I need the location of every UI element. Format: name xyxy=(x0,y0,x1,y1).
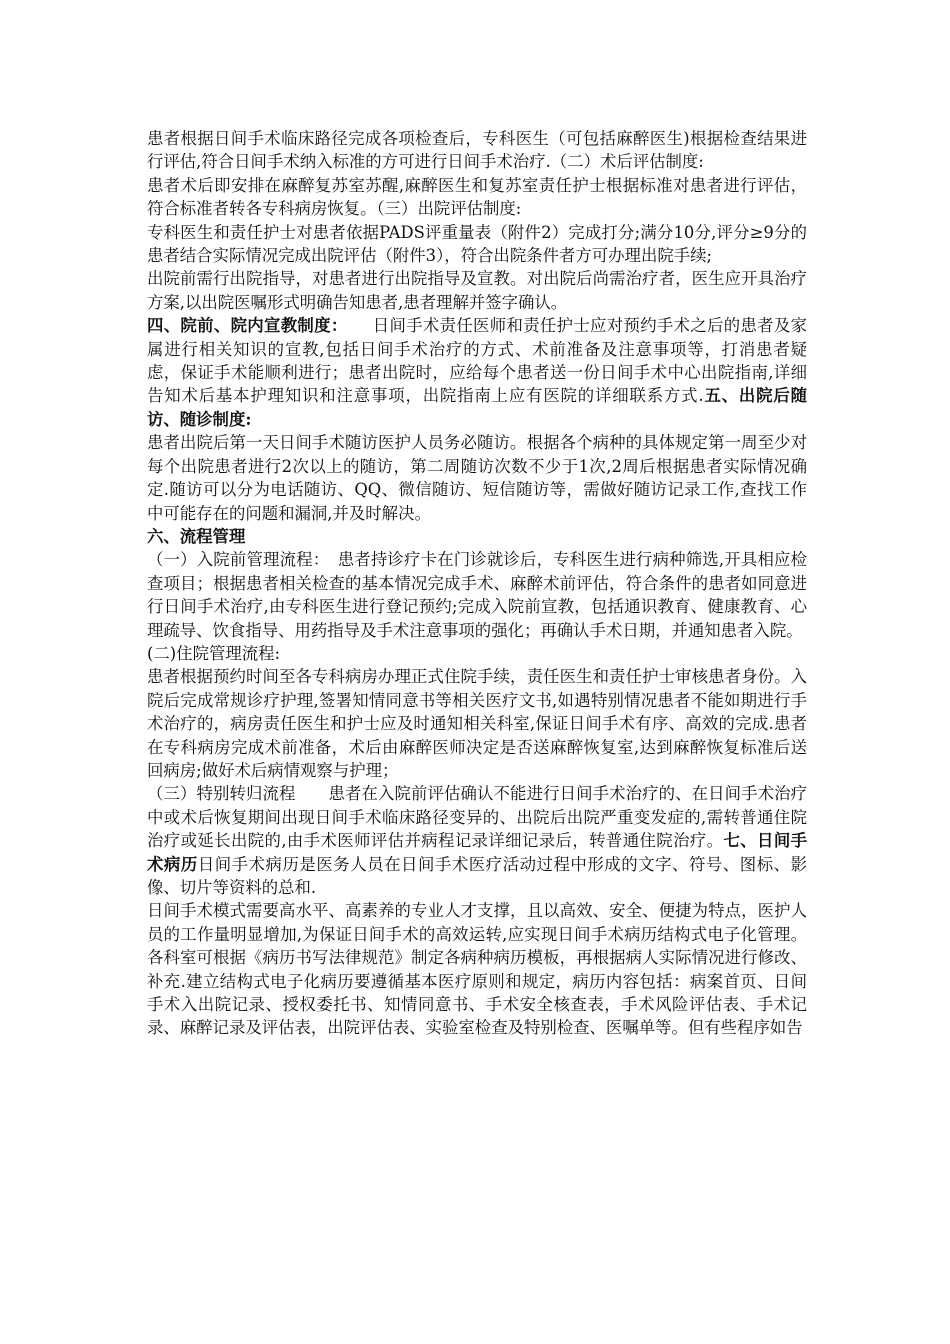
text-run: （三）特别转归流程 患者在入院前评估确认不能进行日间手术治疗的、在日间手术治疗中或术后恢复期间出现日间手术临床路径变异的、出院后出院严重变发症的,需转普通住院治疗或延长出院的,由手术医师评估并病程记录详细记录后，转普通住院治疗。 xyxy=(147,784,807,851)
paragraph xyxy=(147,314,807,431)
text-run: 患者根据日间手术临床路径完成各项检查后，专科医生（可包括麻醉医生)根据检查结果进行评估,符合日间手术纳入标准的方可进行日间手术治疗.（二）术后评估制度: xyxy=(147,129,807,172)
paragraph xyxy=(147,267,807,314)
paragraph xyxy=(147,665,807,782)
section-heading-7: 七、日间手术病历 xyxy=(147,831,808,874)
text-run: 出院前需行出院指导，对患者进行出院指导及宣教。对出院后尚需治疗者，医生应开具治疗方案,以出院医嘱形式明确告知患者,患者理解并签字确认。 xyxy=(147,269,807,312)
paragraph xyxy=(147,174,807,221)
text-run: 专科医生和责任护士对患者依据PADS评重量表（附件2）完成打分;满分10分,评分≥9分的患者结合实际情况完成出院评估（附件3），符合出院条件者方可办理出院手续; xyxy=(147,222,807,266)
paragraph xyxy=(147,642,807,665)
text-run: 患者术后即安排在麻醉复苏室苏醒,麻醉医生和复苏室责任护士根据标准对患者进行评估，符合标准者转各专科病房恢复。（三）出院评估制度: xyxy=(147,175,807,219)
text-run: 日间手术病历是医务人员在日间手术医疗活动过程中形成的文字、符号、图标、影像、切片等资料的总和. xyxy=(147,854,807,897)
paragraph xyxy=(147,899,807,1039)
paragraph xyxy=(147,525,807,548)
section-heading-5: 五、出院后随访、随诊制度: xyxy=(147,386,807,429)
text-run: 患者出院后第一天日间手术随访医护人员务必随访。根据各个病种的具体规定第一周至少对每个出院患者进行2次以上的随访，第二周随访次数不少于1次,2周后根据患者实际情况确定.随访可以分为电话随访、QQ、微信随访、短信随访等，需做好随访记录工作,查找工作中可能存在的问题和漏洞,并及时解决。 xyxy=(147,433,807,523)
paragraph xyxy=(147,221,807,268)
paragraph xyxy=(147,127,807,174)
paragraph xyxy=(147,548,807,642)
section-heading-4: 四、院前、院内宣教制度： xyxy=(147,316,340,336)
text-run: 日间手术模式需要高水平、高素养的专业人才支撑，且以高效、安全、便捷为特点，医护人员的工作量明显增加,为保证日间手术的高效运转,应实现日间手术病历结构式电子化管理。各科室可根据《病历书写法律规范》制定各病种病历模板，再根据病人实际情况进行修改、补充.建立结构式电子化病历要遵循基本医疗原则和规定，病历内容包括：病案首页、日间手术入出院记录、授权委托书、知情同意书、手术安全核查表，手术风险评估表、手术记录、麻醉记录及评估表，出院评估表、实验室检查及特别检查、医嘱单等。但有些程序如告 xyxy=(147,901,807,1038)
text-run: 日间手术责任医师和责任护士应对预约手术之后的患者及家属进行相关知识的宣教,包括日间手术治疗的方式、术前准备及注意事项等，打消患者疑虑，保证手术能顺利进行；患者出院时，应给每个患者送一份日间手术中心出院指南,详细告知术后基本护理知识和注意事项，出院指南上应有医院的详细联系方式. xyxy=(147,316,807,406)
paragraph xyxy=(147,782,807,899)
document-body xyxy=(147,127,807,1040)
text-run: 患者根据预约时间至各专科病房办理正式住院手续，责任医生和责任护士审核患者身份。入院后完成常规诊疗护理,签署知情同意书等相关医疗文书,如遇特别情况患者不能如期进行手术治疗的，病房责任医生和护士应及时通知相关科室,保证日间手术有序、高效的完成.患者在专科病房完成术前准备，术后由麻醉医师决定是否送麻醉恢复室,达到麻醉恢复标准后送回病房;做好术后病情观察与护理； xyxy=(147,667,807,780)
paragraph xyxy=(147,431,807,525)
text-run: (二)住院管理流程: xyxy=(147,643,281,663)
section-heading-6: 六、流程管理 xyxy=(147,526,246,546)
text-run: （一）入院前管理流程： 患者持诊疗卡在门诊就诊后，专科医生进行病种筛选,开具相应检查项目；根据患者相关检查的基本情况完成手术、麻醉术前评估，符合条件的患者如同意进行日间手术治疗,由专科医生进行登记预约;完成入院前宣教，包括通识教育、健康教育、心理疏导、饮食指导、用药指导及手术注意事项的强化；再确认手术日期，并通知患者入院。 xyxy=(147,550,807,640)
